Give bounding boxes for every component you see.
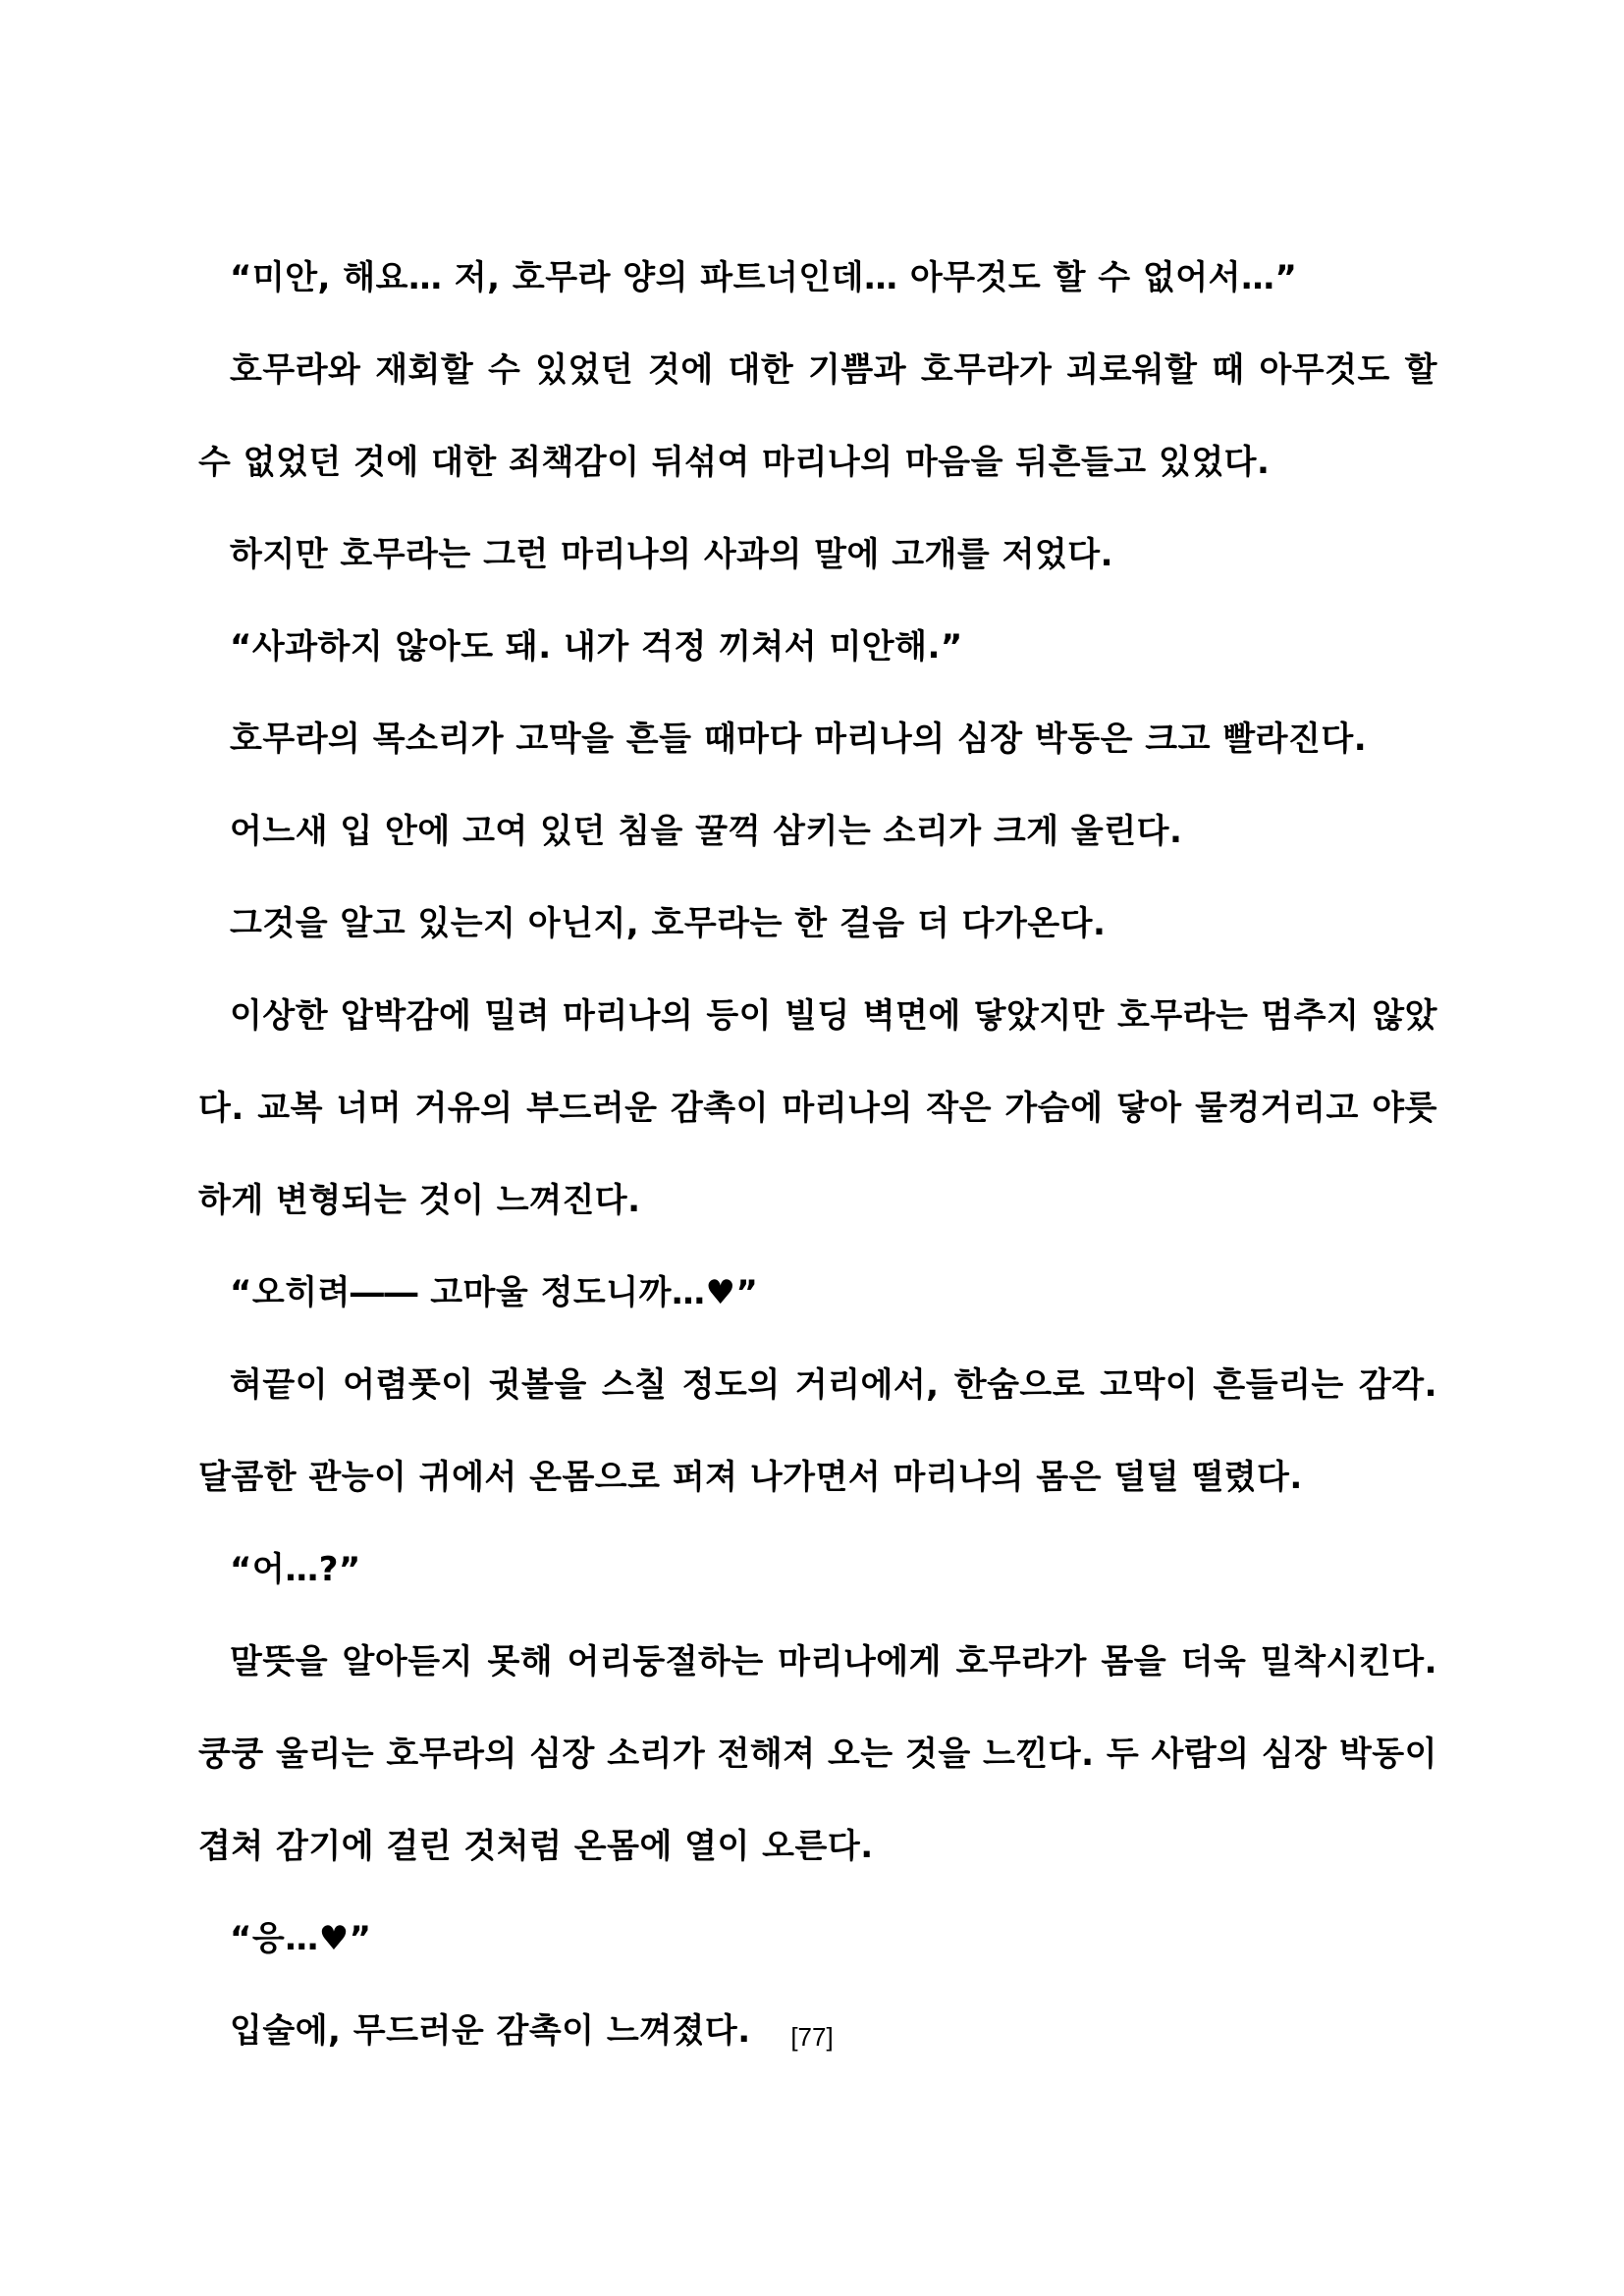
paragraph: 호무라의 목소리가 고막을 흔들 때마다 마리나의 심장 박동은 크고 빨라진다. [230, 720, 1368, 759]
paragraph: “어…?” [230, 1550, 361, 1589]
paragraph: 하지만 호무라는 그런 마리나의 사과의 말에 고개를 저었다. [230, 535, 1114, 574]
paragraph: “사과하지 않아도 돼. 내가 걱정 끼쳐서 미안해.” [230, 627, 963, 667]
paragraph: 호무라와 재회할 수 있었던 것에 대한 기쁨과 호무라가 괴로워할 때 아무것도 할 수 없었던 것에 대한 죄책감이 뒤섞여 마리나의 마음을 뒤흔들고 있었다. [198, 350, 1437, 482]
paragraph: 입술에, 무드러운 감촉이 느껴졌다. [230, 2011, 751, 2051]
paragraph: 말뜻을 알아듣지 못해 어리둥절하는 마리나에게 호무라가 몸을 더욱 밀착시킨다. 쿵쿵 울리는 호무라의 심장 소리가 전해져 오는 것을 느낀다. 두 사람의 심장 박동이 겹쳐 감기에 걸린 것처럼 온몸에 열이 오른다. [198, 1642, 1437, 1866]
paragraph: 그것을 알고 있는지 아닌지, 호무라는 한 걸음 더 다가온다. [230, 904, 1107, 943]
paragraph: 어느새 입 안에 고여 있던 침을 꿀꺽 삼키는 소리가 크게 울린다. [230, 812, 1183, 851]
paragraph: “응…♥” [230, 1919, 372, 1958]
paragraph: “미안, 해요… 저, 호무라 양의 파트너인데… 아무것도 할 수 없어서…” [230, 258, 1298, 297]
page-number: [77] [790, 2022, 834, 2052]
paragraph: “오히려―― 고마울 정도니까…♥” [230, 1273, 759, 1312]
paragraph: 이상한 압박감에 밀려 마리나의 등이 빌딩 벽면에 닿았지만 호무라는 멈추지 않았다. 교복 너머 거유의 부드러운 감촉이 마리나의 작은 가슴에 닿아 물컹거리고 야릇하게 변형되는 것이 느껴진다. [198, 996, 1437, 1220]
paragraph: 혀끝이 어렴풋이 귓볼을 스칠 정도의 거리에서, 한숨으로 고막이 흔들리는 감각. 달콤한 관능이 귀에서 온몸으로 퍼져 나가면서 마리나의 몸은 덜덜 떨렸다. [198, 1365, 1437, 1497]
page-body [198, 232, 1437, 2077]
